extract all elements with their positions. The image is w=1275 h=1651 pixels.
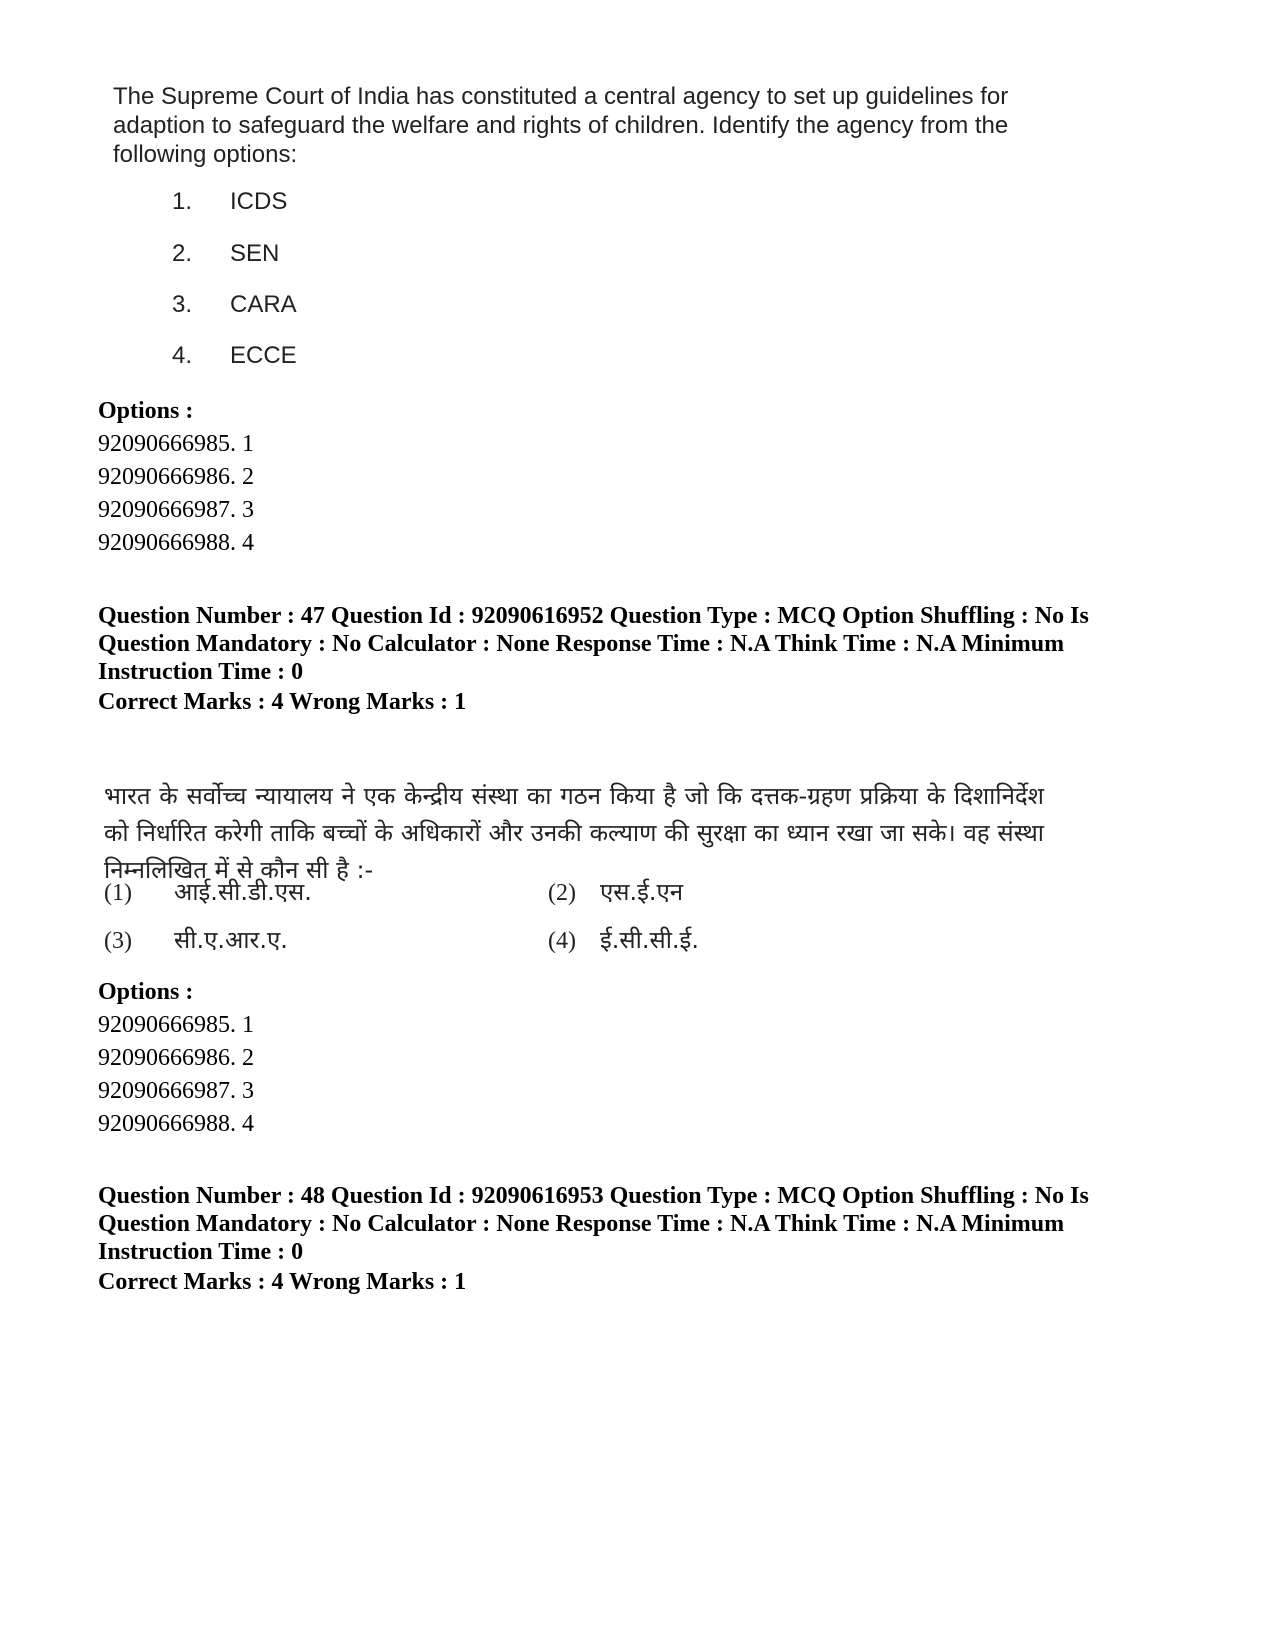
option-id-3: 92090666987. 3 <box>98 497 254 523</box>
choice-number: 4. <box>172 342 193 369</box>
english-choice-3 <box>172 291 297 319</box>
question-meta <box>98 602 1089 686</box>
choice-number: 1. <box>172 188 193 215</box>
option-id-1: 92090666985. 1 <box>98 1012 254 1038</box>
choice-text: SEN <box>230 240 280 267</box>
option-id-2: 92090666986. 2 <box>98 464 254 490</box>
option-id-4: 92090666988. 4 <box>98 1111 254 1137</box>
choice-text: एस.ई.एन <box>600 878 684 906</box>
meta-line: Question Number : 48 Question Id : 92090616953 Question Type : MCQ Option Shuffling : No Is <box>98 1183 1089 1209</box>
option-id-2: 92090666986. 2 <box>98 1045 254 1071</box>
meta-line: Instruction Time : 0 <box>98 659 304 685</box>
english-choice-4 <box>172 342 297 370</box>
hindi-choice-2 <box>548 875 683 908</box>
question-meta <box>98 1182 1089 1266</box>
english-choice-1 <box>172 188 287 216</box>
meta-line: Instruction Time : 0 <box>98 1239 304 1265</box>
choice-text: ECCE <box>230 342 297 369</box>
question-marks: Correct Marks : 4 Wrong Marks : 1 <box>98 1269 467 1295</box>
choice-text: सी.ए.आर.ए. <box>174 926 288 954</box>
options-label: Options : <box>98 979 194 1005</box>
options-label: Options : <box>98 398 194 424</box>
choice-number: (2) <box>548 880 576 906</box>
question-text-english: The Supreme Court of India has constituted a central agency to set up guidelines for adaption to safeguard the welfare and rights of children. Identify the agency from the following options: <box>113 83 1009 168</box>
hindi-choice-1 <box>104 875 312 908</box>
option-id-4: 92090666988. 4 <box>98 530 254 556</box>
question-marks: Correct Marks : 4 Wrong Marks : 1 <box>98 689 467 715</box>
question-text-hindi: भारत के सर्वोच्च न्यायालय ने एक केन्द्रीय संस्था का गठन किया है जो कि दत्तक-ग्रहण प्रक्रिया के दिशानिर्देश को निर्धारित करेगी ताकि बच्चों के अधिकारों और उनकी कल्याण की सुरक्षा का ध्यान रखा जा सके। वह संस्था निम्नलिखित में से कौन सी है :- <box>104 782 1044 884</box>
choice-text: CARA <box>230 291 297 318</box>
meta-line: Question Number : 47 Question Id : 92090616952 Question Type : MCQ Option Shuffling : No Is <box>98 603 1089 629</box>
option-id-3: 92090666987. 3 <box>98 1078 254 1104</box>
choice-number: 2. <box>172 240 193 267</box>
meta-line: Question Mandatory : No Calculator : None Response Time : N.A Think Time : N.A Minimum <box>98 631 1065 657</box>
choice-number: 3. <box>172 291 193 318</box>
choice-number: (1) <box>104 880 132 906</box>
choice-text: ICDS <box>230 188 288 215</box>
choice-text: ई.सी.सी.ई. <box>600 926 699 954</box>
hindi-choice-4 <box>548 923 699 956</box>
english-choice-2 <box>172 240 279 268</box>
choice-text: आई.सी.डी.एस. <box>174 878 312 906</box>
hindi-choice-3 <box>104 923 288 956</box>
choice-number: (3) <box>104 928 132 954</box>
option-id-1: 92090666985. 1 <box>98 431 254 457</box>
meta-line: Question Mandatory : No Calculator : None Response Time : N.A Think Time : N.A Minimum <box>98 1211 1065 1237</box>
choice-number: (4) <box>548 928 576 954</box>
